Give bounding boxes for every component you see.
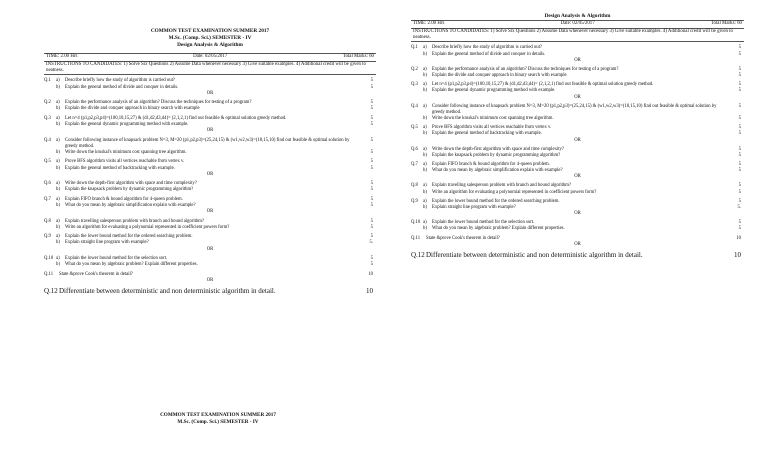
- question-block: [411, 82, 744, 94]
- or-divider: OR: [206, 128, 214, 134]
- question-row: [411, 205, 744, 211]
- question-text: What do you mean by algebraic problem? Explain different properties.: [65, 262, 198, 268]
- question-text: Explain the divide and conquer approach in binary search with example: [432, 73, 567, 79]
- marks-value: 5: [370, 137, 373, 143]
- sub-part-label: a): [56, 234, 60, 240]
- question-text: Explain the general method of backtracking with example.: [65, 165, 175, 171]
- question-block: [411, 162, 744, 174]
- marks-value: 5: [738, 198, 741, 204]
- question-block: [411, 67, 744, 79]
- or-divider: OR: [206, 277, 214, 283]
- question-text: State &prove Cook's theorem in detail?: [59, 271, 133, 277]
- question-number: Q.11: [44, 271, 54, 277]
- question-list: [411, 45, 744, 259]
- instructions: INSTRUCTIONS TO CANDIDATES: 1) Solve Six Questions 2) Assume Data whenever necessary 3) Give suitable examples. 4) Additional credit will be given to neatness.: [411, 29, 744, 43]
- question-row: [44, 122, 376, 128]
- question-row: [44, 187, 376, 193]
- or-divider: OR: [574, 57, 581, 63]
- marks-value: 5: [370, 224, 373, 230]
- sub-part-label: b): [423, 116, 427, 122]
- marks-value: 5: [370, 106, 373, 112]
- or-divider: OR: [206, 171, 214, 177]
- or-divider: OR: [574, 241, 581, 247]
- marks-value: 5: [370, 187, 373, 193]
- question-number: Q.5: [411, 125, 418, 131]
- question-text: Explain the lower bound method for the ordered searching problem.: [432, 198, 560, 204]
- or-divider: OR: [574, 211, 581, 217]
- marks-value: 5: [738, 103, 741, 109]
- or-divider: OR: [206, 90, 214, 96]
- question-text: Explain travelling salesperson problem with branch and bound algorithm?: [65, 218, 205, 224]
- question-row: [44, 225, 376, 231]
- marks-value: 5: [370, 196, 373, 202]
- sub-part-label: b): [56, 122, 60, 128]
- question-text: Let n=4 (p1,p2,p3,p4)=(100,10,15,27) & (d1,d2,d3,d4)= (2,1,2,1) find out feasible & optimal solution greedy method.: [65, 115, 287, 121]
- marks-value: 10: [736, 235, 741, 241]
- question-text: Explain the divide and conquer approach in binary search with example: [65, 106, 200, 112]
- sub-part-label: a): [423, 82, 427, 88]
- course-title: M.Sc. (Comp. Sci.) SEMESTER - IV: [168, 35, 252, 41]
- question-number: Q.10: [411, 220, 421, 226]
- marks-value: 10: [366, 287, 373, 296]
- question-number: [411, 226, 423, 232]
- question-row: [44, 166, 376, 172]
- question-number: Q.11: [411, 235, 421, 241]
- marks-value: 5: [738, 162, 741, 168]
- question-text: Differentiate between deterministic and non deterministic algorithm in detail.: [59, 287, 276, 296]
- question-number: [44, 166, 56, 172]
- question-number: Q.9: [411, 198, 418, 204]
- question-text: Write down the kruskal's minimum cost spanning tree algorithm.: [432, 116, 554, 122]
- question-number: Q.2: [44, 100, 51, 106]
- question-row: [44, 262, 376, 268]
- question-number: Q.12: [44, 287, 58, 296]
- question-number: Q.7: [44, 196, 51, 202]
- question-number: [44, 85, 56, 91]
- question-block: [44, 234, 376, 246]
- marks-value: 5: [738, 73, 741, 79]
- sub-part-label: b): [423, 51, 427, 57]
- exam-page-left: [44, 28, 376, 296]
- sub-part-label: a): [56, 159, 60, 165]
- sub-part-label: b): [423, 189, 427, 195]
- time-label: TIME: 2.00 Hrs: [46, 54, 78, 59]
- sub-part-label: b): [56, 240, 60, 246]
- marks-value: 5: [738, 82, 741, 88]
- question-number: Q.3: [44, 115, 51, 121]
- or-divider: OR: [206, 246, 214, 252]
- marks-value: 10: [734, 250, 741, 259]
- question-number: [44, 187, 56, 193]
- sub-part-label: a): [423, 45, 427, 51]
- question-number: Q.10: [44, 255, 54, 261]
- question-text: Explain the performance analysis of an algorithm? Discuss the techniques for testing of a program?: [65, 100, 252, 106]
- sub-part-label: a): [56, 196, 60, 202]
- question-text: What do you mean by algebraic simplification explain with example?: [65, 203, 196, 209]
- sub-part-label: a): [56, 115, 60, 121]
- question-row: [44, 85, 376, 91]
- question-text: Explain the lower bound method for the selection sort.: [432, 220, 535, 226]
- question-text: Write an algorithm for evaluating a polynomial represented in coefficient powers form?: [65, 224, 230, 230]
- question-number: Q.1: [411, 45, 418, 51]
- sub-part-label: b): [56, 224, 60, 230]
- question-row: [411, 190, 744, 196]
- question-row: [44, 203, 376, 209]
- question-block: [44, 78, 376, 90]
- question-number: [44, 262, 56, 268]
- time-label: TIME: 2.00 Hrs: [413, 21, 445, 26]
- question-text: Explain straight line program with example?: [432, 205, 516, 211]
- question-block: [44, 256, 376, 268]
- date-label: Date: 02/05/2017: [560, 21, 595, 26]
- or-divider: OR: [574, 94, 581, 100]
- question-number: [44, 240, 56, 246]
- question-list: [44, 78, 376, 296]
- question-text: Describe briefly how the study of algorithm is carried out?: [432, 45, 542, 51]
- marks-value: 5: [370, 149, 373, 155]
- question-row: [44, 150, 376, 156]
- question-block: [44, 272, 376, 278]
- question-block: [411, 147, 744, 159]
- question-text: Explain the lower bound method for the selection sort.: [65, 255, 168, 261]
- question-text: Explain the general method of divide and conquer in details.: [65, 84, 179, 90]
- question-block: [411, 125, 744, 137]
- question-text: Explain straight line program with example?: [65, 240, 149, 246]
- question-row: [411, 104, 744, 116]
- question-row: [44, 272, 376, 278]
- question-number: [411, 116, 423, 122]
- question-number: Q.6: [411, 146, 418, 152]
- or-divider: OR: [206, 209, 214, 215]
- question-row: [411, 236, 744, 242]
- question-number: Q.2: [411, 66, 418, 72]
- marks-value: 5: [738, 189, 741, 195]
- question-number: [411, 88, 423, 94]
- sub-part-label: a): [423, 198, 427, 204]
- question-row: [411, 153, 744, 159]
- question-row: [411, 116, 744, 122]
- sub-part-label: b): [423, 88, 427, 94]
- sub-part-label: a): [423, 66, 427, 72]
- question-text: Explain the general method of backtracking with example.: [432, 131, 542, 137]
- marks-value: 5: [370, 159, 373, 165]
- question-number: Q.8: [44, 218, 51, 224]
- question-number: [44, 150, 56, 156]
- question-number: [44, 225, 56, 231]
- question-row: [411, 168, 744, 174]
- sub-part-label: a): [423, 183, 427, 189]
- question-text: State &prove Cook's theorem in detail?: [426, 235, 500, 241]
- question-block: [411, 45, 744, 57]
- sub-part-label: b): [423, 73, 427, 79]
- question-text: Explain travelling salesperson problem with branch and bound algorithm?: [432, 183, 572, 189]
- question-block: [44, 197, 376, 209]
- footer-exam-title: COMMON TEST EXAMINATION SUMMER 2017: [160, 412, 276, 418]
- question-text: Prove BFS algorithm visits all vertices reachable from vertex v.: [65, 159, 185, 165]
- question-block: [44, 287, 376, 296]
- sub-part-label: a): [56, 255, 60, 261]
- question-text: Consider following instance of knapsack problem N=3, M=20 (p1,p2,p3)=(25,24,15) & (w1,w2,w3)=(18,15,10) find out feasible & optimal solution by greedy method.: [65, 137, 350, 149]
- subject-title: Design Analysis & Algorithm: [544, 13, 611, 19]
- question-text: What do you mean by algebraic simplification explain with example?: [432, 168, 563, 174]
- marks-value: 5: [370, 255, 373, 261]
- question-text: Explain the general dynamic programming method with example.: [65, 122, 189, 128]
- question-number: [411, 52, 423, 58]
- marks-value: 5: [370, 165, 373, 171]
- question-number: [44, 122, 56, 128]
- question-block: [44, 138, 376, 157]
- marks-value: 5.: [369, 240, 373, 246]
- marks-value: 5: [370, 78, 373, 84]
- question-number: Q.4: [44, 137, 51, 143]
- question-block: [44, 159, 376, 171]
- sub-part-label: b): [56, 149, 60, 155]
- marks-value: 5: [738, 125, 741, 131]
- question-number: Q.5: [44, 159, 51, 165]
- question-text: Explain the knapsack problem by dynamic programming algorithm?: [432, 152, 561, 158]
- question-row: [411, 131, 744, 137]
- question-text: Prove BFS algorithm visits all vertices reachable from vertex v.: [432, 125, 552, 131]
- sub-part-label: a): [423, 162, 427, 168]
- marks-value: 5: [738, 88, 741, 94]
- marks-value: 5: [738, 220, 741, 226]
- question-block: [44, 116, 376, 128]
- question-row: [411, 251, 744, 260]
- date-label: Date: 02/05/2017: [193, 54, 228, 59]
- question-text: Explain FIFO branch & bound algorithm for 4-queen problem.: [65, 196, 183, 202]
- exam-page-right: [411, 13, 744, 260]
- sub-part-label: b): [423, 205, 427, 211]
- sub-part-label: b): [56, 106, 60, 112]
- question-text: Differentiate between deterministic and non deterministic algorithm in detail.: [426, 250, 643, 259]
- sub-part-label: a): [56, 181, 60, 187]
- question-text: Write down the kruskal's minimum cost spanning tree algorithm.: [65, 149, 187, 155]
- next-page-header: [88, 412, 348, 426]
- question-row: [44, 240, 376, 246]
- question-text: Write an algorithm for evaluating a polynomial represented in coefficient powers form?: [432, 189, 597, 195]
- marks-value: 10: [368, 271, 373, 277]
- question-row: [411, 73, 744, 79]
- question-block: [44, 100, 376, 112]
- marks-value: 5: [370, 234, 373, 240]
- meta-row: [411, 20, 744, 29]
- sub-part-label: a): [56, 218, 60, 224]
- marks-value: 5: [738, 226, 741, 232]
- question-block: [44, 219, 376, 231]
- footer-course-title: M.Sc. (Comp. Sci.) SEMESTER - IV: [177, 419, 259, 425]
- marks-label: Total Marks: 60: [710, 21, 742, 26]
- question-number: Q.9: [44, 234, 51, 240]
- instructions: INSTRUCTIONS TO CANDIDATES: 1) Solve Six Questions 2) Assume Data whenever necessary 3) Give suitable examples. 4) Additional credit will be given to neatness.: [44, 62, 376, 76]
- or-divider: OR: [574, 137, 581, 143]
- question-number: [411, 205, 423, 211]
- question-number: [44, 203, 56, 209]
- marks-value: 5: [738, 131, 741, 137]
- question-row: [44, 138, 376, 150]
- sub-part-label: b): [423, 168, 427, 174]
- sub-part-label: b): [423, 226, 427, 232]
- sub-part-label: b): [56, 84, 60, 90]
- question-text: Explain FIFO branch & bound algorithm for 4-queen problem.: [432, 162, 550, 168]
- marks-value: 5: [738, 66, 741, 72]
- meta-row: [44, 53, 376, 62]
- question-text: What do you mean by algebraic problem? Explain different properties.: [432, 226, 565, 232]
- question-text: Explain the knapsack problem by dynamic programming algorithm?: [65, 187, 194, 193]
- question-row: [411, 226, 744, 232]
- marks-value: 5: [370, 115, 373, 121]
- question-row: [411, 88, 744, 94]
- marks-value: 5: [370, 181, 373, 187]
- marks-value: 5: [370, 218, 373, 224]
- question-number: [411, 73, 423, 79]
- sub-part-label: a): [56, 137, 60, 143]
- question-number: Q.12: [411, 250, 425, 259]
- sub-part-label: a): [423, 103, 427, 109]
- sub-part-label: a): [56, 100, 60, 106]
- question-number: Q.1: [44, 78, 51, 84]
- question-number: [44, 106, 56, 112]
- question-number: [411, 168, 423, 174]
- marks-label: Total Marks: 60: [342, 54, 374, 59]
- question-row: [411, 52, 744, 58]
- sub-part-label: b): [56, 187, 60, 193]
- subject-title: Design Analysis & Algorithm: [177, 42, 243, 48]
- question-text: Explain the lower bound method for the ordered searching problem.: [65, 234, 193, 240]
- sub-part-label: a): [423, 146, 427, 152]
- sub-part-label: b): [423, 131, 427, 137]
- question-text: Describe briefly how the study of algorithm is carried out?: [65, 78, 175, 84]
- question-number: Q.7: [411, 162, 418, 168]
- question-text: Explain the performance analysis of an algorithm? Discuss the techniques for testing of a program?: [432, 66, 619, 72]
- marks-value: 5: [370, 203, 373, 209]
- question-number: [411, 153, 423, 159]
- sub-part-label: b): [423, 152, 427, 158]
- marks-value: 5: [370, 262, 373, 268]
- question-number: Q.3: [411, 82, 418, 88]
- sub-part-label: b): [56, 203, 60, 209]
- marks-value: 5: [738, 45, 741, 51]
- marks-value: 5: [370, 122, 373, 128]
- marks-value: 5: [370, 84, 373, 90]
- question-text: Consider following instance of knapsack problem N=3, M=20 (p1,p2,p3)=(25,24,15) & (w1,w2,w3)=(18,15,10) find out feasible & optimal solution by greedy method.: [432, 103, 717, 115]
- question-text: Write down the depth-first algorithm with space and time complexity?: [432, 146, 564, 152]
- marks-value: 5: [738, 168, 741, 174]
- sub-part-label: a): [56, 78, 60, 84]
- exam-title: COMMON TEST EXAMINATION SUMMER 2017: [150, 28, 270, 34]
- marks-value: 5: [738, 152, 741, 158]
- question-block: [411, 220, 744, 232]
- marks-value: 5.: [737, 205, 741, 211]
- question-block: [411, 104, 744, 123]
- question-row: [44, 106, 376, 112]
- question-number: Q.8: [411, 183, 418, 189]
- or-divider: OR: [574, 174, 581, 180]
- marks-value: 5: [738, 146, 741, 152]
- sub-part-label: b): [56, 262, 60, 268]
- sub-part-label: a): [423, 125, 427, 131]
- question-text: Explain the general dynamic programming method with example.: [432, 88, 556, 94]
- sub-part-label: b): [56, 165, 60, 171]
- question-block: [411, 199, 744, 211]
- marks-value: 5: [738, 183, 741, 189]
- marks-value: 5: [738, 51, 741, 57]
- question-text: Let n=4 (p1,p2,p3,p4)=(100,10,15,27) & (d1,d2,d3,d4)= (2,1,2,1) find out feasible & optimal solution greedy method.: [432, 82, 654, 88]
- question-number: [411, 190, 423, 196]
- question-block: [411, 183, 744, 195]
- question-block: [411, 236, 744, 242]
- question-block: [411, 251, 744, 260]
- question-text: Explain the general method of divide and conquer in details.: [432, 51, 546, 57]
- marks-value: 5: [738, 116, 741, 122]
- question-number: [411, 131, 423, 137]
- question-row: [44, 287, 376, 296]
- marks-value: 5: [370, 100, 373, 106]
- question-number: Q.4: [411, 103, 418, 109]
- question-text: Write down the depth-first algorithm with space and time complexity?: [65, 181, 197, 187]
- question-block: [44, 181, 376, 193]
- sub-part-label: a): [423, 220, 427, 226]
- question-number: Q.6: [44, 181, 51, 187]
